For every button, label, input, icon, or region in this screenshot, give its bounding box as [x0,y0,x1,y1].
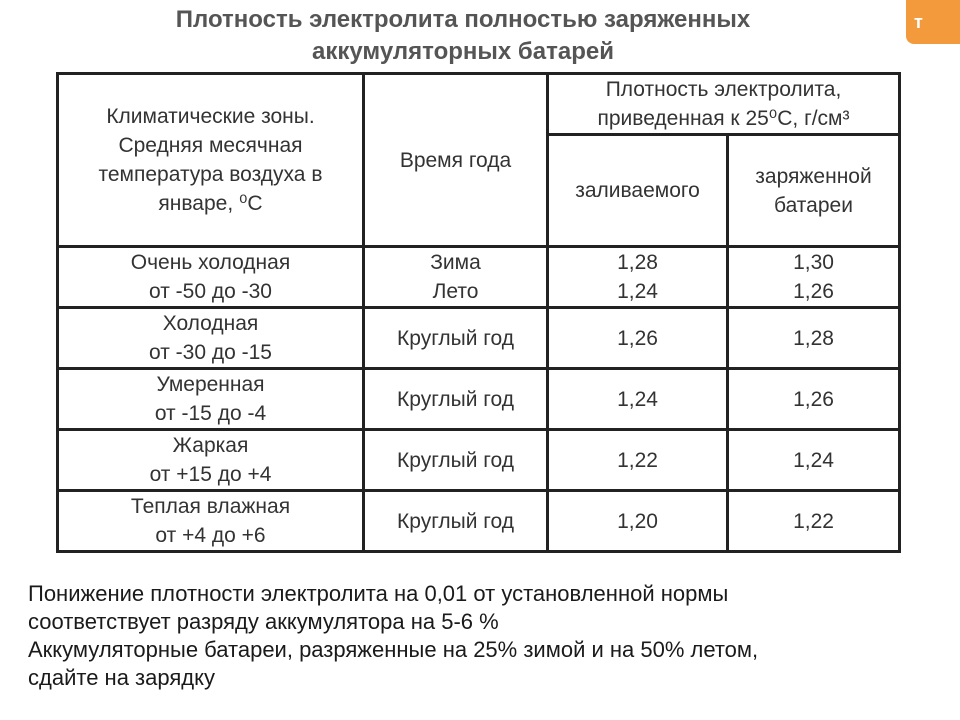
table-row [58,369,900,430]
title-line-1: Плотность электролита полностью заряженных [175,6,751,33]
filled-density-cell: 1,20 [548,491,728,552]
note-line: Аккумуляторные батареи, разряженные на 25% зимой и на 50% летом, [28,637,759,662]
corner-badge-text: т [914,12,923,32]
notes [28,580,948,692]
note-line: Понижение плотности электролита на 0,01 от установленной нормы [28,581,729,606]
zone-cell: Холодная от -30 до -15 [58,308,364,369]
season-cell: Круглый год [364,491,548,552]
charged-density-cell: 1,22 [728,491,900,552]
header-filled: заливаемого [548,135,728,247]
zone-cell: Очень холодная от -50 до -30 [58,247,364,308]
charged-density-cell: 1,30 1,26 [728,247,900,308]
electrolyte-density-table [56,72,901,553]
season-cell: Зима Лето [364,247,548,308]
filled-density-cell: 1,22 [548,430,728,491]
note-line: сдайте на зарядку [28,665,215,690]
table-row [58,308,900,369]
corner-badge [906,0,960,44]
table-row [58,491,900,552]
filled-density-cell: 1,28 1,24 [548,247,728,308]
filled-density-cell: 1,24 [548,369,728,430]
header-zone: Климатические зоны. Средняя месячная температура воздуха в январе, ⁰С [58,74,364,247]
charged-density-cell: 1,28 [728,308,900,369]
table-row [58,247,900,308]
charged-density-cell: 1,24 [728,430,900,491]
header-row-1 [58,74,900,135]
page-title [0,0,926,68]
season-cell: Круглый год [364,369,548,430]
title-line-2: аккумуляторных батарей [312,38,614,65]
zone-cell: Умеренная от -15 до -4 [58,369,364,430]
charged-density-cell: 1,26 [728,369,900,430]
season-cell: Круглый год [364,308,548,369]
note-line: соответствует разряду аккумулятора на 5-6 % [28,609,499,634]
header-charged: заряженной батареи [728,135,900,247]
zone-cell: Жаркая от +15 до +4 [58,430,364,491]
zone-cell: Теплая влажная от +4 до +6 [58,491,364,552]
table-row [58,430,900,491]
filled-density-cell: 1,26 [548,308,728,369]
season-cell: Круглый год [364,430,548,491]
header-density: Плотность электролита, приведенная к 25⁰С, г/см³ [548,74,900,135]
header-season: Время года [364,74,548,247]
